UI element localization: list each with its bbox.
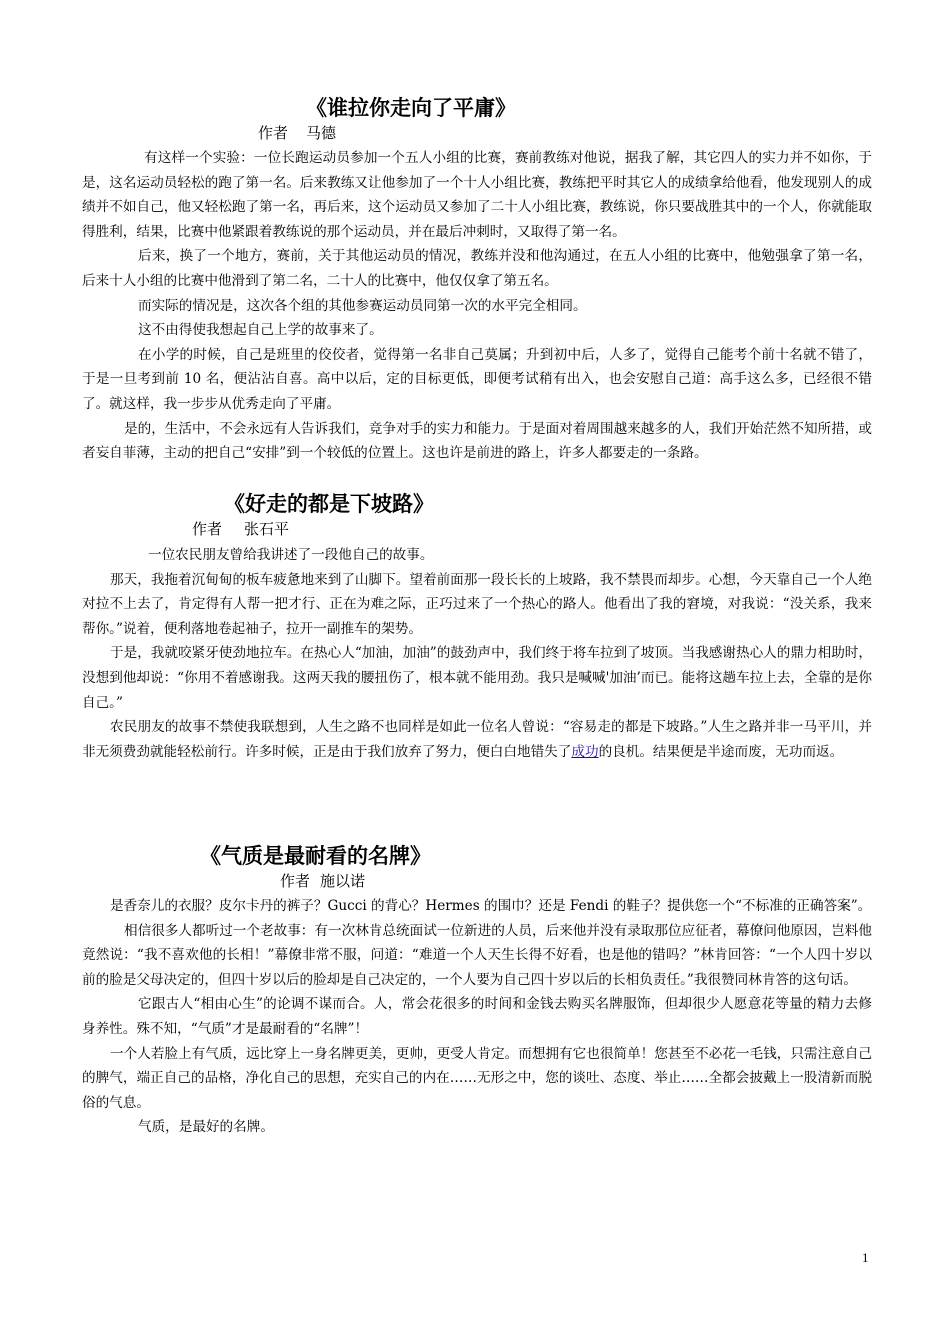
paragraph: 气质，是最好的名牌。	[138, 1119, 274, 1136]
paragraph: 相信很多人都听过一个老故事：有一次林肯总统面试一位新进的人员，后来他并没有录取那位应征者，幕僚问他原因，岂料他竟然说：“我不喜欢他的长相！”幕僚非常不服，问道：“难道一个人天生长得不好看，也是他的错吗？”林肯回答：“一个人四十岁以前的脸是父母决定的，但四十岁以后的脸却是自己决定的，一个人要为自己四十岁以后的长相负责任。”我很赞同林肯答的这句话。	[82, 922, 872, 988]
paragraph: 一个人若脸上有气质，远比穿上一身名牌更美，更帅，更受人肯定。而想拥有它也很简单！您甚至不必花一毛钱，只需注意自己的脾气，端正自己的品格，净化自己的思想，充实自己的内在……无形之中，您的谈吐、态度、举止……全都会披戴上一股清新而脱俗的气息。	[82, 1045, 872, 1111]
article-author	[82, 122, 872, 144]
paragraph: 在小学的时候，自己是班里的佼佼者，觉得第一名非自己莫属；升到初中后，人多了，觉得自己能考个前十名就不错了，于是一旦考到前 10 名，便沾沾自喜。高中以后，定的目标更低，即便考试稍有出入，也会安慰自己道：高手这么多，已经很不错了。就这样，我一步步从优秀走向了平庸。	[82, 346, 872, 412]
success-link[interactable]: 成功	[571, 743, 599, 760]
article-title: 《好走的都是下坡路》	[224, 492, 434, 516]
author-label: 作者	[258, 124, 289, 142]
article-author	[82, 870, 872, 892]
page-number: 1	[862, 1250, 869, 1265]
article-body	[82, 146, 872, 466]
author-label: 作者	[280, 872, 311, 890]
article-title: 《气质是最耐看的名牌》	[200, 844, 431, 868]
article-title: 《谁拉你走向了平庸》	[306, 96, 516, 120]
article-author	[82, 518, 872, 540]
paragraph	[82, 715, 872, 764]
article-1	[82, 94, 872, 466]
paragraph: 一位农民朋友曾给我讲述了一段他自己的故事。	[148, 547, 434, 563]
paragraph: 而实际的情况是，这次各个组的其他参赛运动员同第一次的水平完全相同。	[138, 297, 587, 314]
article-2	[82, 490, 872, 764]
author-name: 张石平	[244, 520, 290, 538]
paragraph: 那天，我拖着沉甸甸的板车疲惫地来到了山脚下。望着前面那一段长长的上坡路，我不禁畏而却步。心想，今天靠自己一个人绝对拉不上去了，肯定得有人帮一把才行、正在为难之际，正巧过来了一个热心的路人。他看出了我的窘境，对我说：“没关系，我来帮你。”说着，便利落地卷起袖子，拉开一副推车的架势。	[82, 571, 872, 637]
article-body	[82, 543, 872, 764]
paragraph: 后来，换了一个地方，赛前，关于其他运动员的情况，教练并没和他沟通过，在五人小组的比赛中，他勉强拿了第一名，后来十人小组的比赛中他滑到了第二名，二十人的比赛中，他仅仅拿了第五名。	[82, 248, 872, 289]
paragraph: 有这样一个实验：一位长跑运动员参加一个五人小组的比赛，赛前教练对他说，据我了解，其它四人的实力并不如你，于是，这名运动员轻松的跑了第一名。后来教练又让他参加了一个十人小组比赛，教练把平时其它人的成绩拿给他看，他发现别人的成绩并不如自己，他又轻松跑了第一名，再后来，这个运动员又参加了二十人小组比赛，教练说，你只要战胜其中的一个人，你就能取得胜利，结果，比赛中他紧跟着教练说的那个运动员，并在最后冲刺时，又取得了第一名。	[82, 150, 872, 240]
paragraph: 于是，我就咬紧牙使劲地拉车。在热心人“加油，加油”的鼓劲声中，我们终于将车拉到了坡顶。当我感谢热心人的鼎力相助时，没想到他却说：“你用不着感谢我。这两天我的腰扭伤了，根本就不能用劲。我只是喊喊'加油’而已。能将这趟车拉上去，全靠的是你自己。”	[82, 645, 872, 711]
paragraph-text: 农民朋友的故事不禁使我联想到，人生之路不也同样是如此一位名人曾说：“容易走的都是下坡路。”人生之路并非一马平川，并非无须费劲就能轻松前行。许多时候，正是由于我们放弃了努力，便白白地错失了	[82, 719, 872, 760]
paragraph: 这不由得使我想起自己上学的故事来了。	[138, 322, 383, 339]
author-label: 作者	[192, 520, 223, 538]
article-body	[82, 894, 872, 1140]
article-3	[82, 842, 872, 1140]
author-name: 马德	[306, 124, 337, 142]
paragraph: 是的，生活中，不会永远有人告诉我们，竞争对手的实力和能力。于是面对着周围越来越多的人，我们开始茫然不知所措，或者妄自菲薄，主动的把自己“安排”到一个较低的位置上。这也许是前进的路上，许多人都要走的一条路。	[82, 420, 872, 462]
paragraph: 是香奈儿的衣服？皮尔卡丹的裤子？Gucci 的背心？Hermes 的围巾？还是 Fendi 的鞋子？提供您一个“不标准的正确答案”。	[110, 898, 872, 914]
author-name: 施以诺	[320, 872, 366, 890]
paragraph: 它跟古人“相由心生”的论调不谋而合。人，常会花很多的时间和金钱去购买名牌服饰，但却很少人愿意花等量的精力去修身养性。殊不知，“气质”才是最耐看的“名牌”！	[82, 996, 872, 1037]
paragraph-text: 的良机。结果便是半途而废，无功而返。	[598, 743, 844, 760]
